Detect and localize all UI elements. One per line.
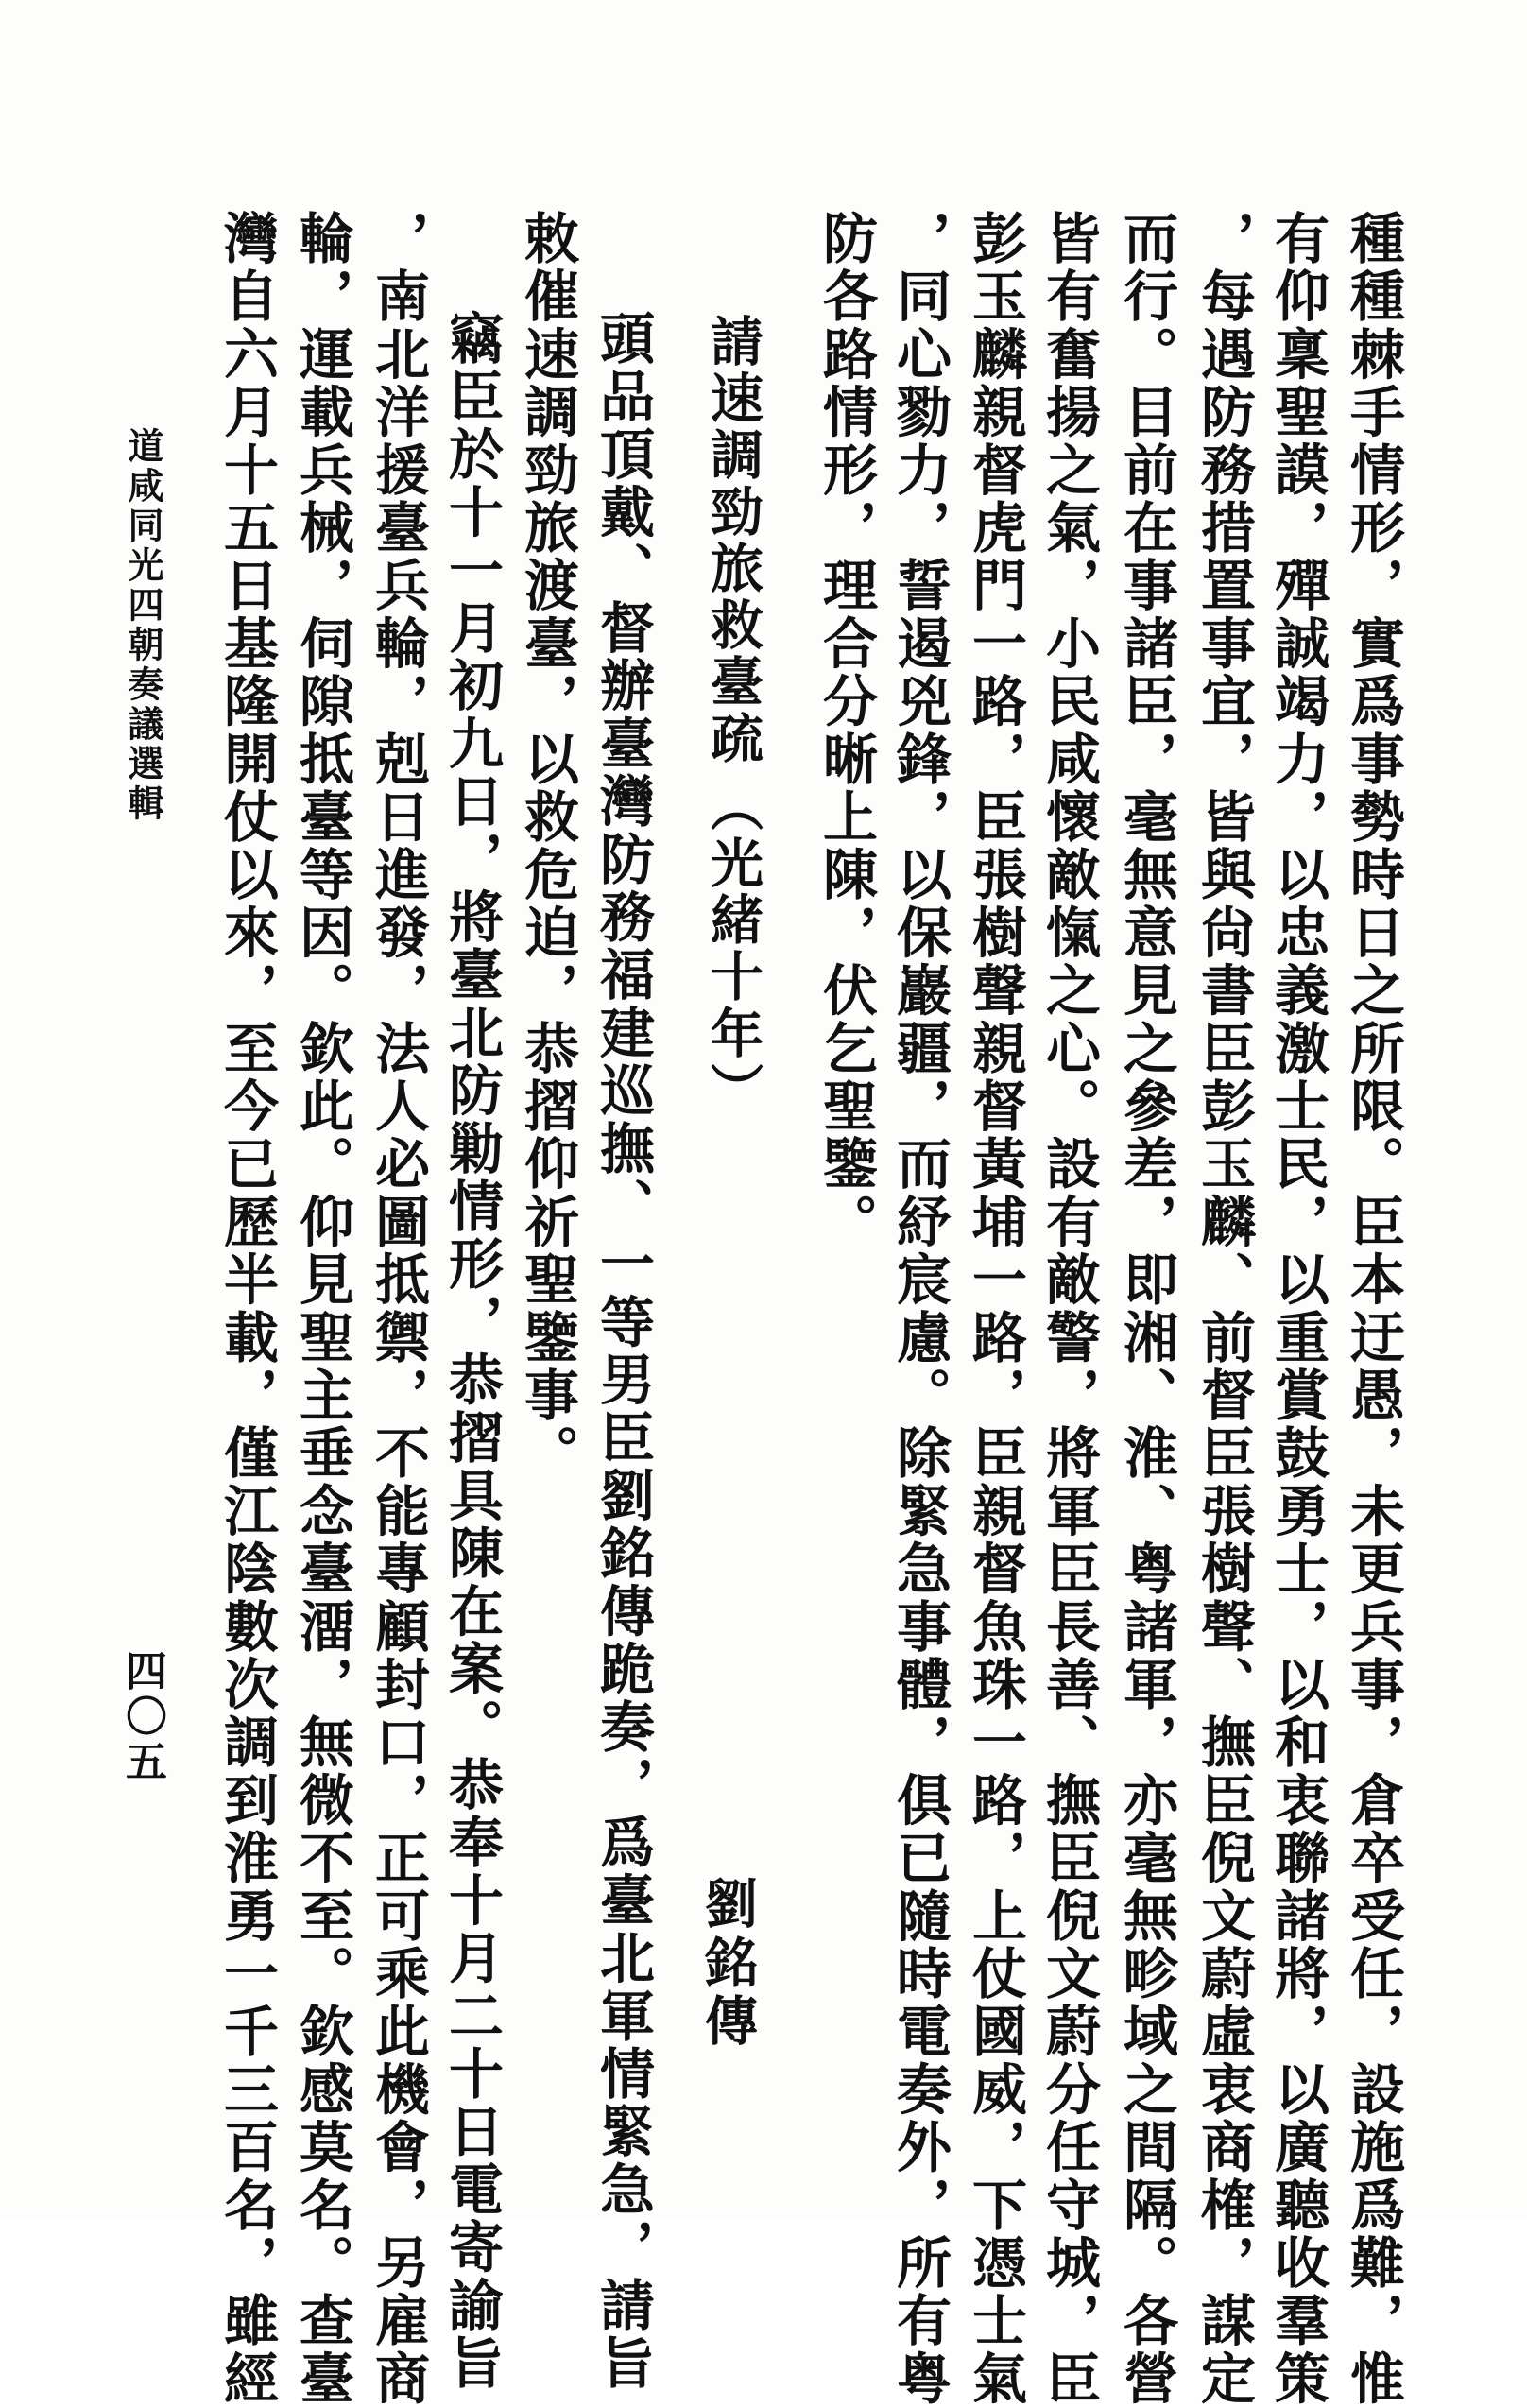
- text-column-6: 彭玉麟親督虎門一路，臣張樹聲親督黃埔一路，臣親督魚珠一路，上仗國威，下憑士氣: [963, 210, 1027, 2408]
- text-column-2: 有仰稟聖謨，殫誠竭力，以忠義激士民，以重賞鼓勇士，以和衷聯諸將，以廣聽收羣策: [1265, 210, 1330, 2408]
- text-column-3: ，每遇防務措置事宜，皆與尙書臣彭玉麟、前督臣張樹聲、撫臣倪文蔚虛衷商榷，謀定: [1192, 210, 1256, 2408]
- memorial-title-column: [702, 314, 764, 1119]
- text-column-1: 種種棘手情形，實爲事勢時日之所限。臣本迂愚，未更兵事，倉卒受任，設施爲難，惟: [1341, 210, 1405, 2408]
- memorial-date: （光緒十年）: [702, 779, 764, 1119]
- text-column-8: 防各路情形，理合分晰上陳，伏乞聖鑒。: [814, 210, 878, 1251]
- memorial-column-6: 灣自六月十五日基隆開仗以來，至今已歷半載，僅江陰數次調到淮勇一千三百名，雖經: [214, 210, 279, 2408]
- text-column-7: ，同心勠力，誓遏兇鋒，以保巖疆，而紓宸慮。除緊急事體，俱已隨時電奏外，所有粤: [887, 210, 952, 2408]
- memorial-column-1: 頭品頂戴、督辦臺灣防務福建巡撫、一等男臣劉銘傳跪奏，爲臺北軍情緊急，請旨: [591, 310, 655, 2393]
- memorial-author: 劉銘傳: [696, 1876, 759, 2052]
- memorial-column-4: ，南北洋援臺兵輪，剋日進發，法人必圖抵禦，不能專顧封口，正可乘此機會，另雇商: [366, 210, 430, 2408]
- book-title-header: 道咸同光四朝奏議選輯: [122, 427, 164, 824]
- memorial-column-2: 敕催速調勁旅渡臺，以救危迫，恭摺仰祈聖鑒事。: [515, 210, 579, 1483]
- text-column-5: 皆有奮揚之氣，小民咸懷敵愾之心。設有敵警，將軍臣長善、撫臣倪文蔚分任守城，臣: [1037, 210, 1101, 2408]
- page-number: 四〇五: [118, 1649, 166, 1785]
- memorial-column-3: 竊臣於十一月初九日，將臺北防勦情形，恭摺具陳在案。恭奉十月二十日電寄諭旨: [439, 310, 504, 2393]
- memorial-column-5: 輪，運載兵械，伺隙抵臺等因。欽此。仰見聖主垂念臺澑，無微不至。欽感莫名。查臺: [290, 210, 354, 2408]
- memorial-title: 請速調勁旅救臺疏: [702, 314, 764, 767]
- text-column-4: 而行。目前在事諸臣，毫無意見之參差，即湘、淮、粤諸軍，亦毫無畛域之間隔。各營: [1114, 210, 1178, 2408]
